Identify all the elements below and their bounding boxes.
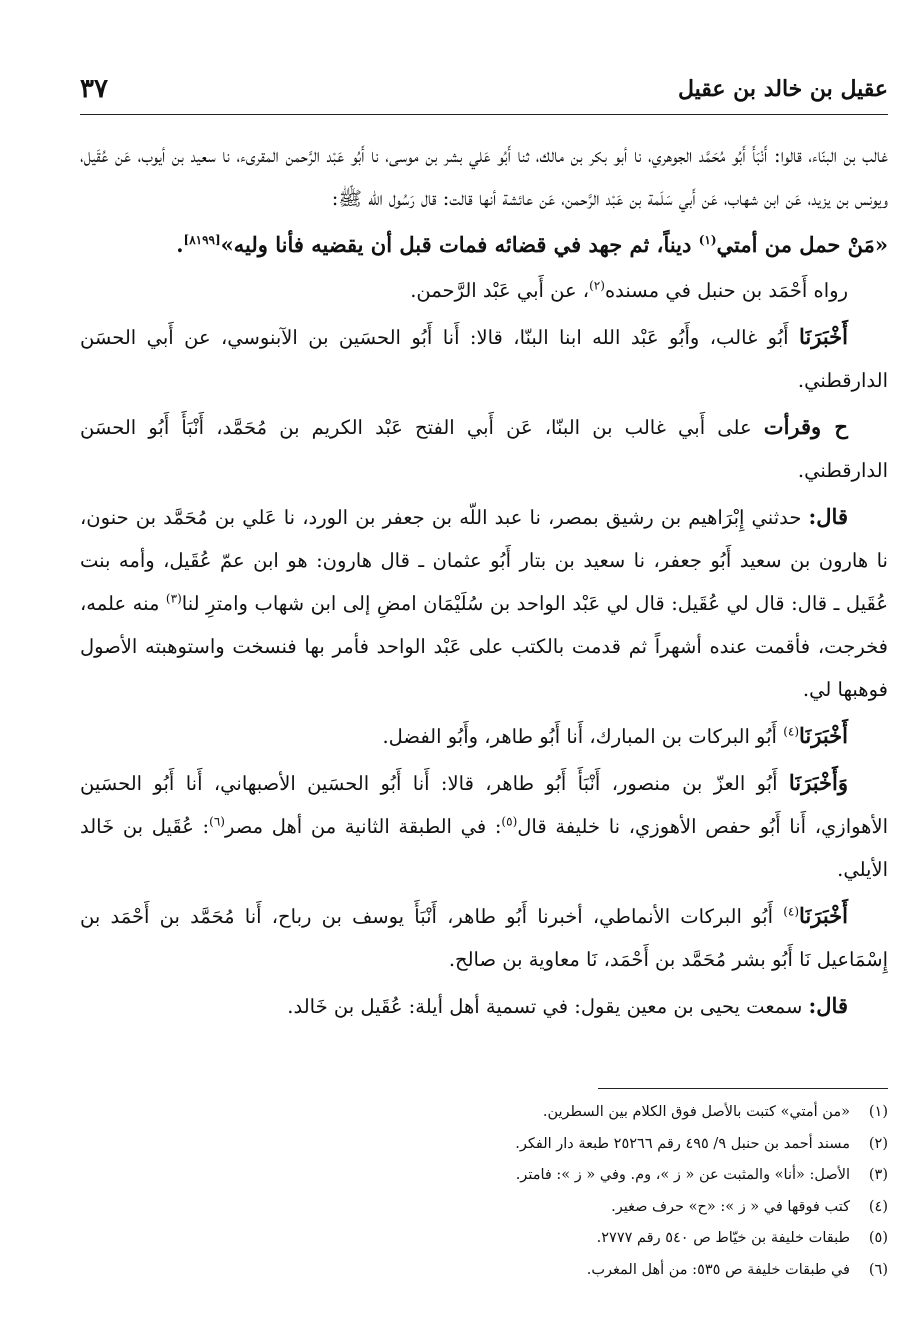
page-number: ٣٧ <box>80 74 108 104</box>
keyword-qala: قال: <box>808 993 848 1018</box>
hadith-number: [٨١٩٩] <box>183 233 221 247</box>
hadith-text: «مَنْ حمل من أمتي$^{(١)}$ ديناً، ثم جهد في قضائه فمات قبل أن يقضيه فأنا وليه»[٨١٩٩]. <box>176 232 888 257</box>
paragraph-akhbarana-1: أَخْبَرَنَا أَبُو غالب، وأَبُو عَبْد الله ابنا البنّا، قالا: أَنا أَبُو الحسَين بن الآبنوسي، عن أَبي الحسَن الدارقطني. <box>80 324 888 392</box>
footnote-2: (٢) مسند أحمد بن حنبل ٩/ ٤٩٥ رقم ٢٥٢٦٦ طبعة دار الفكر. <box>515 1135 888 1152</box>
keyword-akhbarana: أَخْبَرَنَا <box>799 903 848 928</box>
footnote-ref-6: (٦) <box>209 814 225 829</box>
keyword-akhbarana: أَخْبَرَنَا <box>799 723 848 748</box>
paragraph-qara-tu: ح وقرأت على أَبي غالب بن البنّا، عَن أَبي الفتح عَبْد الكريم بن مُحَمَّد، أَنْبَأَ أَبُو الحسَن الدارقطني. <box>80 414 888 482</box>
footnote-3: (٣) الأصل: «أنا» والمثبت عن « ز »، وم. وفي « ز »: فامتر. <box>515 1167 888 1183</box>
footnote-separator <box>598 1088 888 1089</box>
paragraph-akhbarana-4: أَخْبَرَنَا$^{(٤)}$ أَبُو البركات الأنماطي، أخبرنا أَبُو طاهر، أَنْبَأَ يوسف بن رباح، أَنا مُحَمَّد بن أَحْمَد بن إِسْمَاعيل نَا أَبُو بشر مُحَمَّد بن أَحْمَد، نَا معاوية بن صالح. <box>80 903 888 971</box>
paragraph-akhbarana-3: وَأَخْبَرَنَا أَبُو العزّ بن منصور، أَنْبَأَ أَبُو طاهر، قالا: أَنا أَبُو الحسَين الأصبهاني، أَنا أَبُو الحسَين الأهوازي، أَنا أَبُو حفص الأهوزي، نا خليفة قال$^{(٥)}$: في الطبقة الثانية من أهل مصر$^{(٦)}$: عُقَيل بن خَالد الأيلي. <box>80 770 889 881</box>
main-text <box>80 134 888 1031</box>
paragraph-riwaya: رواه أَحْمَد بن حنبل في مسنده$^{(٢)}$، عن أَبي عَبْد الرَّحمن. <box>410 278 848 302</box>
footnote-1: (١) «من أمتي» كتبت بالأصل فوق الكلام بين السطرين. <box>542 1104 888 1120</box>
footnote-ref-4: (٤) <box>783 724 800 739</box>
footnote-ref-1: (١) <box>698 233 717 247</box>
footnote-ref-3: (٣) <box>165 591 182 606</box>
paragraph-isnad-1: غالب بن البنّاء، قالوا: أَنْبَأَ أَبُو مُحَمَّد الجوهري، نا أبو بكر بن مالك، ثنا أَبُو عَلي بشر بن موسى، نا أَبُو عَبْد الرَّحمن المقرىء، نا سعيد بن أيوب، عَن عُقَيل، ويونس بن يزيد، عَن ابن شهاب، عَن أَبي سَلَمة بن عَبْد الرَّحمن، عَن عائشة أنها قالت: قال رَسُول الله ﷺ: <box>80 144 888 210</box>
running-header <box>80 70 888 115</box>
footnote-ref-4b: (٤) <box>783 904 800 919</box>
paragraph-qala-1: قال: حدثني إِبْرَاهيم بن رشيق بمصر، نا عبد اللّه بن جعفر بن الورد، نا عَلي بن مُحَمَّد بن حنون، نا هارون بن سعيد أَبُو جعفر، نا سعيد بن بتار أَبُو عثمان ـ قال هارون: هو ابن عمّ عُقَيل، وأمه بنت عُقَيل ـ قال: قال لي عُقَيل: قال لي عَبْد الواحد بن سُلَيْمَان امضِ إلى ابن شهاب وامترِ لنا$^{(٣)}$ منه علمه، فخرجت، فأقمت عنده أشهراً ثم قدمت بالكتب على عَبْد الواحد فأمر بها فنسخت واستوهبته الأصول فوهبها لي. <box>80 504 888 701</box>
keyword-wa-akhbarana: وَأَخْبَرَنَا <box>788 770 848 795</box>
footnote-6: (٦) في طبقات خليفة ص ٥٣٥: من أهل المغرب. <box>586 1261 888 1278</box>
footnotes <box>120 1097 888 1286</box>
footnote-5: (٥) طبقات خليفة بن خيّاط ص ٥٤٠ رقم ٢٧٧٧. <box>596 1230 888 1246</box>
keyword-qaratu: ح وقرأت <box>763 414 848 439</box>
keyword-akhbarana: أَخْبَرَنَا <box>799 324 848 349</box>
paragraph-akhbarana-2: أَخْبَرَنَا$^{(٤)}$ أَبُو البركات بن المبارك، أَنا أَبُو طاهر، وأَبُو الفضل. <box>382 723 848 748</box>
footnote-4: (٤) كتب فوقها في « ز »: «ح» حرف صغير. <box>611 1198 888 1215</box>
footnote-ref-2: (٢) <box>589 278 605 293</box>
running-title: عقيل بن خالد بن عقيل <box>677 76 888 102</box>
paragraph-qala-2: قال: سمعت يحيى بن معين يقول: في تسمية أهل أيلة: عُقَيل بن خَالد. <box>287 993 848 1018</box>
keyword-qala: قال: <box>808 504 848 529</box>
footnote-ref-5: (٥) <box>501 814 518 829</box>
